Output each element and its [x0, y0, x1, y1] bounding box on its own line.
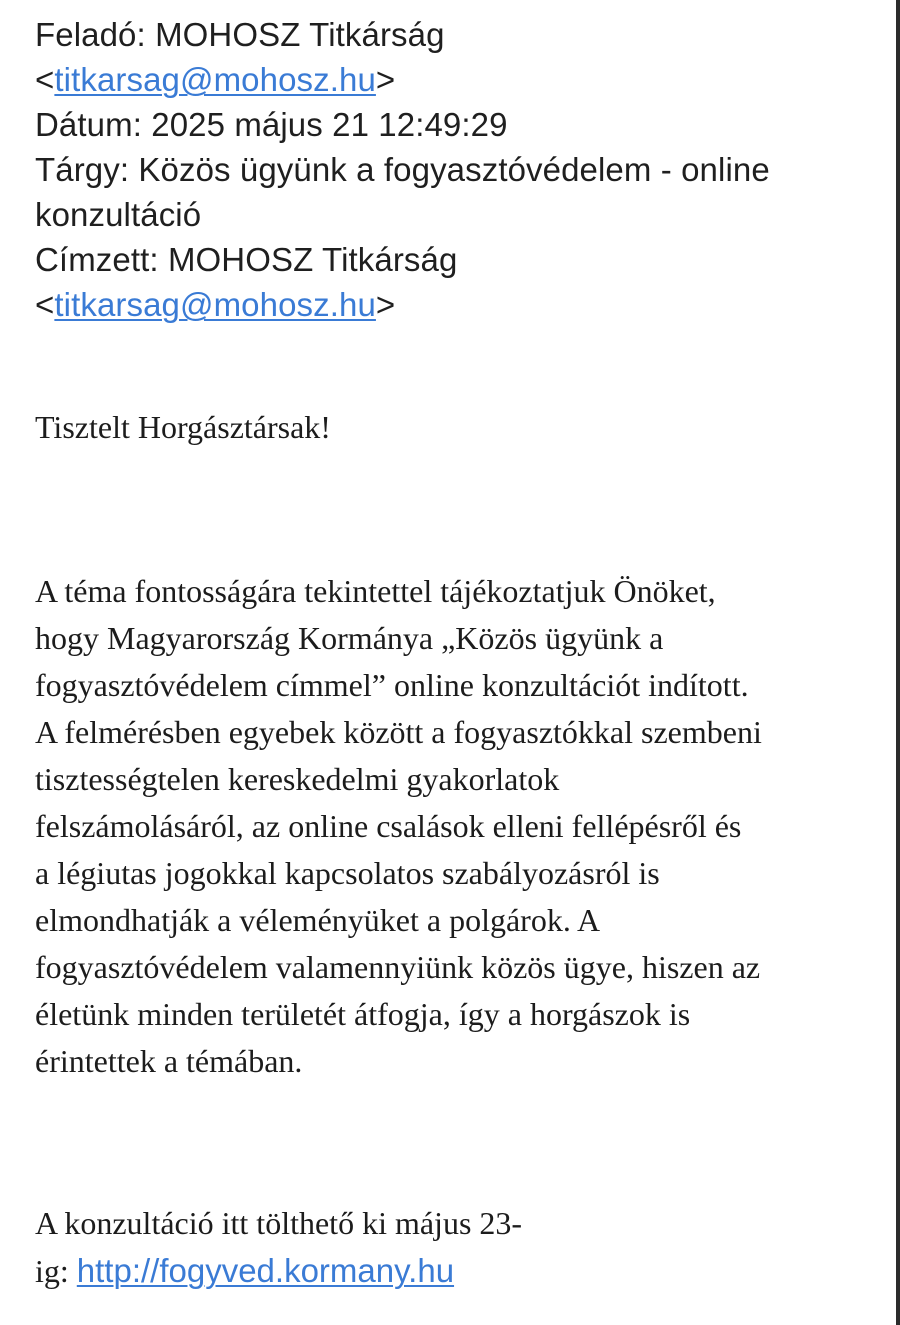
- paragraph-line: felszámolásáról, az online csalások elleni fellépésről és: [35, 808, 742, 844]
- to-email-row: [35, 282, 865, 327]
- paragraph-line: életünk minden területét átfogja, így a horgászok is: [35, 996, 691, 1032]
- paragraph-line: A felmérésben egyebek között a fogyasztókkal szembeni: [35, 714, 762, 750]
- subject-row-continued: [35, 192, 865, 237]
- subject-text-line1: Közös ügyünk a fogyasztóvédelem - online: [138, 151, 770, 188]
- closing-paragraph: [35, 1200, 865, 1295]
- date-row: [35, 102, 865, 147]
- paragraph-line: fogyasztóvédelem valamennyiünk közös ügye, hiszen az: [35, 949, 761, 985]
- to-email-link[interactable]: titkarsag@mohosz.hu: [54, 286, 376, 323]
- paragraph-line: hogy Magyarország Kormánya „Közös ügyünk a: [35, 620, 664, 656]
- date-label: Dátum:: [35, 106, 142, 143]
- paragraph-line: a légiutas jogokkal kapcsolatos szabályozásról is: [35, 855, 660, 891]
- to-email-open-bracket: <: [35, 286, 55, 323]
- from-name: MOHOSZ Titkárság: [155, 16, 445, 53]
- to-label: Címzett:: [35, 241, 159, 278]
- screen-edge-border: [896, 0, 900, 1325]
- paragraph-line: érintettek a témában.: [35, 1043, 303, 1079]
- subject-label: Tárgy:: [35, 151, 130, 188]
- paragraph-line: tisztességtelen kereskedelmi gyakorlatok: [35, 761, 560, 797]
- closing-line: A konzultáció itt tölthető ki május 23-: [35, 1205, 523, 1241]
- from-email-close-bracket: >: [375, 61, 396, 98]
- subject-text-line2: konzultáció: [35, 196, 202, 233]
- from-email-row: [35, 57, 865, 102]
- subject-row: [35, 147, 865, 192]
- paragraph-line: A téma fontosságára tekintettel tájékoztatjuk Önöket,: [35, 573, 716, 609]
- from-label: Feladó:: [35, 16, 146, 53]
- to-email-close-bracket: >: [375, 286, 396, 323]
- paragraph-line: fogyasztóvédelem címmel” online konzultációt indított.: [35, 667, 749, 703]
- to-name: MOHOSZ Titkárság: [167, 241, 458, 278]
- from-email-open-bracket: <: [35, 61, 55, 98]
- body-paragraph: [35, 568, 865, 1085]
- consultation-url-link[interactable]: http://fogyved.kormany.hu: [76, 1252, 455, 1289]
- from-email-link[interactable]: titkarsag@mohosz.hu: [54, 61, 376, 98]
- email-header: [35, 12, 865, 327]
- from-row: [35, 12, 865, 57]
- date-value: 2025 május 21 12:49:29: [151, 106, 508, 143]
- closing-url-line: [35, 1247, 865, 1295]
- greeting: Tisztelt Horgásztársak!: [35, 409, 331, 445]
- closing-prefix: ig:: [35, 1253, 69, 1289]
- paragraph-line: elmondhatják a véleményüket a polgárok. A: [35, 902, 601, 938]
- to-row: [35, 237, 865, 282]
